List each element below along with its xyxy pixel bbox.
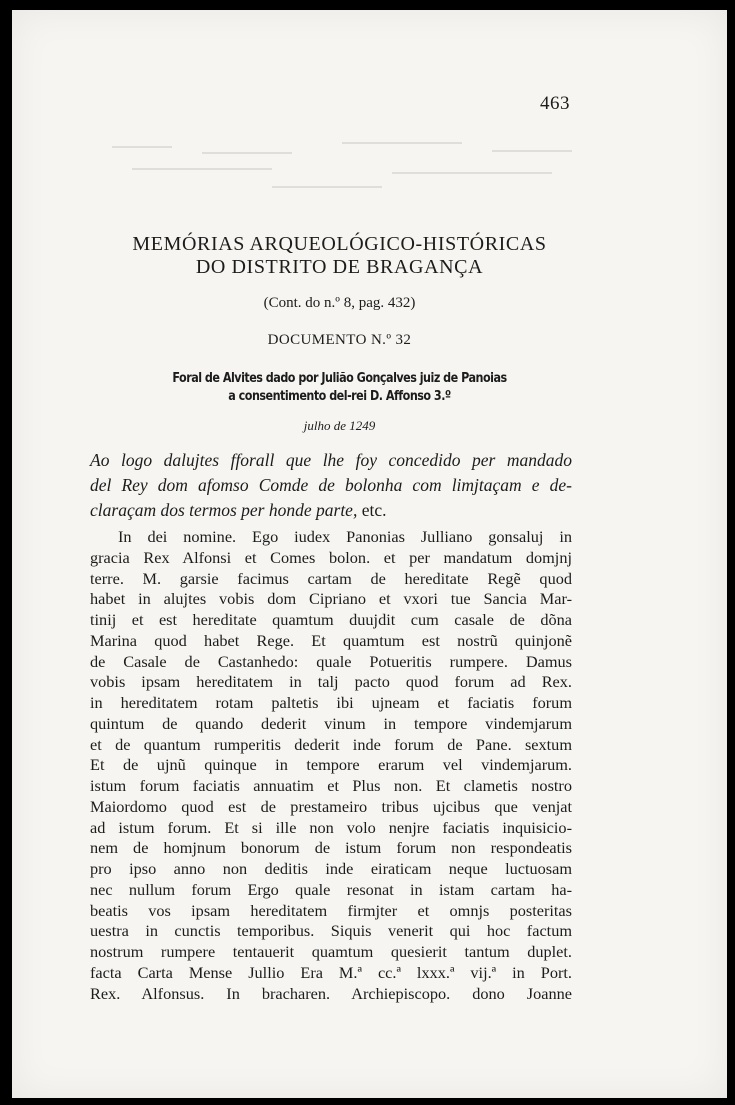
show-through-texture xyxy=(92,138,612,198)
intro-etc: etc. xyxy=(361,500,387,520)
document-title-line-2: a consentimento del-rei D. Affonso 3.º xyxy=(228,389,451,404)
body-line: nec nullum forum Ergo quale resonat in istam cartam ha- xyxy=(90,879,572,899)
body-line: istum forum faciatis annuatim et Plus non. Et clametis nostro xyxy=(90,776,572,795)
body-line: tinij et est hereditate quamtum duujdit cum casale de dõna xyxy=(90,610,572,629)
body-line: in hereditatem rotam paltetis ibi ujneam et faciatis forum xyxy=(90,693,572,712)
body-line: Maiordomo quod est de prestameiro tribus ujcibus que venjat xyxy=(90,796,572,816)
body-line: In dei nomine. Ego iudex Panonias Julliano gonsaluj in xyxy=(118,527,572,546)
body-line: ad istum forum. Et si ille non volo nenjre faciatis inquisicio- xyxy=(90,817,572,837)
intro-line-text: claraçam dos termos per honde parte, xyxy=(90,500,358,520)
body-line: nem de homjnum bonorum de istum forum non respondeatis xyxy=(90,838,572,858)
body-line: pro ipso anno non deditis inde eiraticam neque luctuosam xyxy=(90,859,572,878)
body-line: vobis ipsam hereditatem in talj pacto quod forum ad Rex. xyxy=(90,672,572,692)
body-paragraph xyxy=(90,527,572,1004)
body-line: Rex. Alfonsus. In bracharen. Archiepiscopo. dono Joanne xyxy=(90,983,572,1003)
body-line: Marina quod habet Rege. Et quamtum est nostrũ quinjonẽ xyxy=(90,630,572,650)
intro-line: del Rey dom afomso Comde de bolonha com limjtaçam e de- xyxy=(90,475,572,495)
intro-line-last xyxy=(90,498,572,523)
article-title-line-2: DO DISTRITO DE BRAGANÇA xyxy=(195,256,484,278)
body-line: et de quantum rumperitis dederit inde forum de Pane. sextum xyxy=(90,734,572,754)
intro-paragraph xyxy=(90,448,572,523)
body-line: uestra in cunctis temporibus. Siquis venerit qui hoc factum xyxy=(90,921,572,941)
document-heading: DOCUMENTO N.º 32 xyxy=(267,332,412,348)
body-line: quintum de quando dederit vinum in tempore vindemjarum xyxy=(90,713,572,733)
document-date: julho de 1249 xyxy=(303,418,376,433)
scanned-page xyxy=(12,10,727,1098)
body-line: beatis vos ipsam hereditatem firmjter et omnjs posteritas xyxy=(90,900,572,920)
body-line: de Casale de Castanhedo: quale Potueritis rumpere. Damus xyxy=(90,651,572,671)
article-title-line-1: MEMÓRIAS ARQUEOLÓGICO-HISTÓRICAS xyxy=(132,233,547,255)
body-line: gracia Rex Alfonsi et Comes bolon. et per mandatum domjnj xyxy=(90,547,572,567)
body-line: nostrum rumpere tentauerit quamtum quesierit tantum duplet. xyxy=(90,942,572,961)
body-line: habet in alujtes vobis dom Cipriano et vxori tue Sancia Mar- xyxy=(90,589,572,609)
document-title-line-1: Foral de Alvites dado por Julião Gonçalves juiz de Panoias xyxy=(172,371,507,386)
body-line: terre. M. garsie facimus cartam de hereditate Regẽ quod xyxy=(90,568,572,588)
body-line: Et de ujnũ quinque in tempore erarum vel vindemjarum. xyxy=(90,755,572,775)
page-number: 463 xyxy=(540,93,570,114)
body-line: facta Carta Mense Jullio Era M.ª cc.ª lxxx.ª vij.ª in Port. xyxy=(90,962,572,982)
intro-line: Ao logo dalujtes fforall que lhe foy concedido per mandado xyxy=(90,450,572,470)
continuation-note: (Cont. do n.º 8, pag. 432) xyxy=(263,295,416,311)
